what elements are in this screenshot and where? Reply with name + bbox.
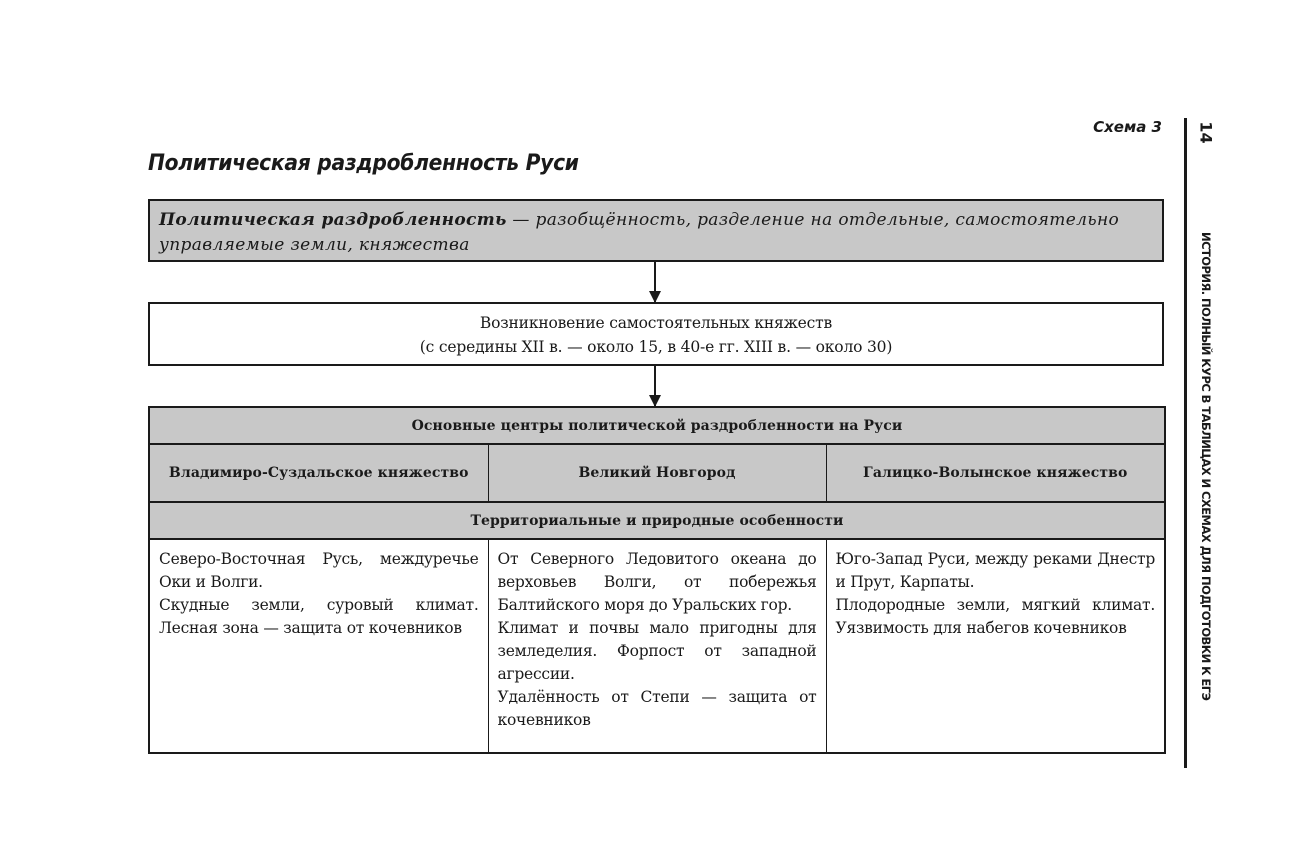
- scheme-label: Схема 3: [1093, 118, 1162, 136]
- definition-box: [148, 199, 1164, 262]
- centers-table: [148, 406, 1166, 754]
- arrow-down-icon: [654, 366, 656, 406]
- cell-paragraph: Плодородные земли, мягкий климат. Уязвимость для набегов кочевников: [835, 596, 1155, 637]
- column-header: Галицко-Волынское княжество: [826, 444, 1165, 502]
- sidebar-rule: [1184, 118, 1187, 768]
- cell-paragraph: Юго-Запад Руси, между реками Днестр и Прут, Карпаты.: [835, 550, 1155, 591]
- page-number-text: 14: [1196, 120, 1216, 144]
- definition-text: [159, 208, 1156, 258]
- table-cell: [488, 539, 826, 753]
- emergence-box: [148, 302, 1164, 366]
- book-title-text: ИСТОРИЯ. ПОЛНЫЙ КУРС В ТАБЛИЦАХ И СХЕМАХ ДЛЯ ПОДГОТОВКИ К ЕГЭ: [1199, 232, 1213, 701]
- emergence-title: Возникновение самостоятельных княжеств: [479, 313, 833, 332]
- table-title: Основные центры политической раздробленности на Руси: [149, 407, 1165, 444]
- column-header: Владимиро-Суздальское княжество: [149, 444, 488, 502]
- cell-paragraph: Климат и почвы мало пригодны для земледелия. Форпост от западной агрессии.: [497, 619, 817, 683]
- page-title: Политическая раздробленность Руси: [148, 151, 579, 176]
- table-subheader-row: [149, 502, 1165, 539]
- table-row: [149, 539, 1165, 753]
- table-title-row: [149, 407, 1165, 444]
- cell-paragraph: Удалённость от Степи — защита от кочевников: [497, 688, 817, 729]
- cell-paragraph: Скудные земли, суровый климат. Лесная зона — защита от кочевников: [159, 596, 479, 637]
- column-header: Великий Новгород: [488, 444, 826, 502]
- table-subheader: Территориальные и природные особенности: [149, 502, 1165, 539]
- running-book-title: [1196, 232, 1216, 770]
- definition-term: Политическая раздробленность: [159, 210, 507, 230]
- page-number: [1196, 118, 1216, 146]
- table-header-row: [149, 444, 1165, 502]
- emergence-details: (с середины XII в. — около 15, в 40-е гг. XIII в. — около 30): [419, 337, 893, 356]
- table-cell: [826, 539, 1165, 753]
- definition-body: — разобщённость, разделение на отдельные, самостоятельно управляемые земли, княжества: [159, 210, 1120, 255]
- cell-paragraph: От Северного Ледовитого океана до верховьев Волги, от побережья Балтийского моря до Уральских гор.: [497, 550, 817, 614]
- table-cell: [149, 539, 488, 753]
- arrow-down-icon: [654, 262, 656, 302]
- cell-paragraph: Северо-Восточная Русь, междуречье Оки и Волги.: [159, 550, 479, 591]
